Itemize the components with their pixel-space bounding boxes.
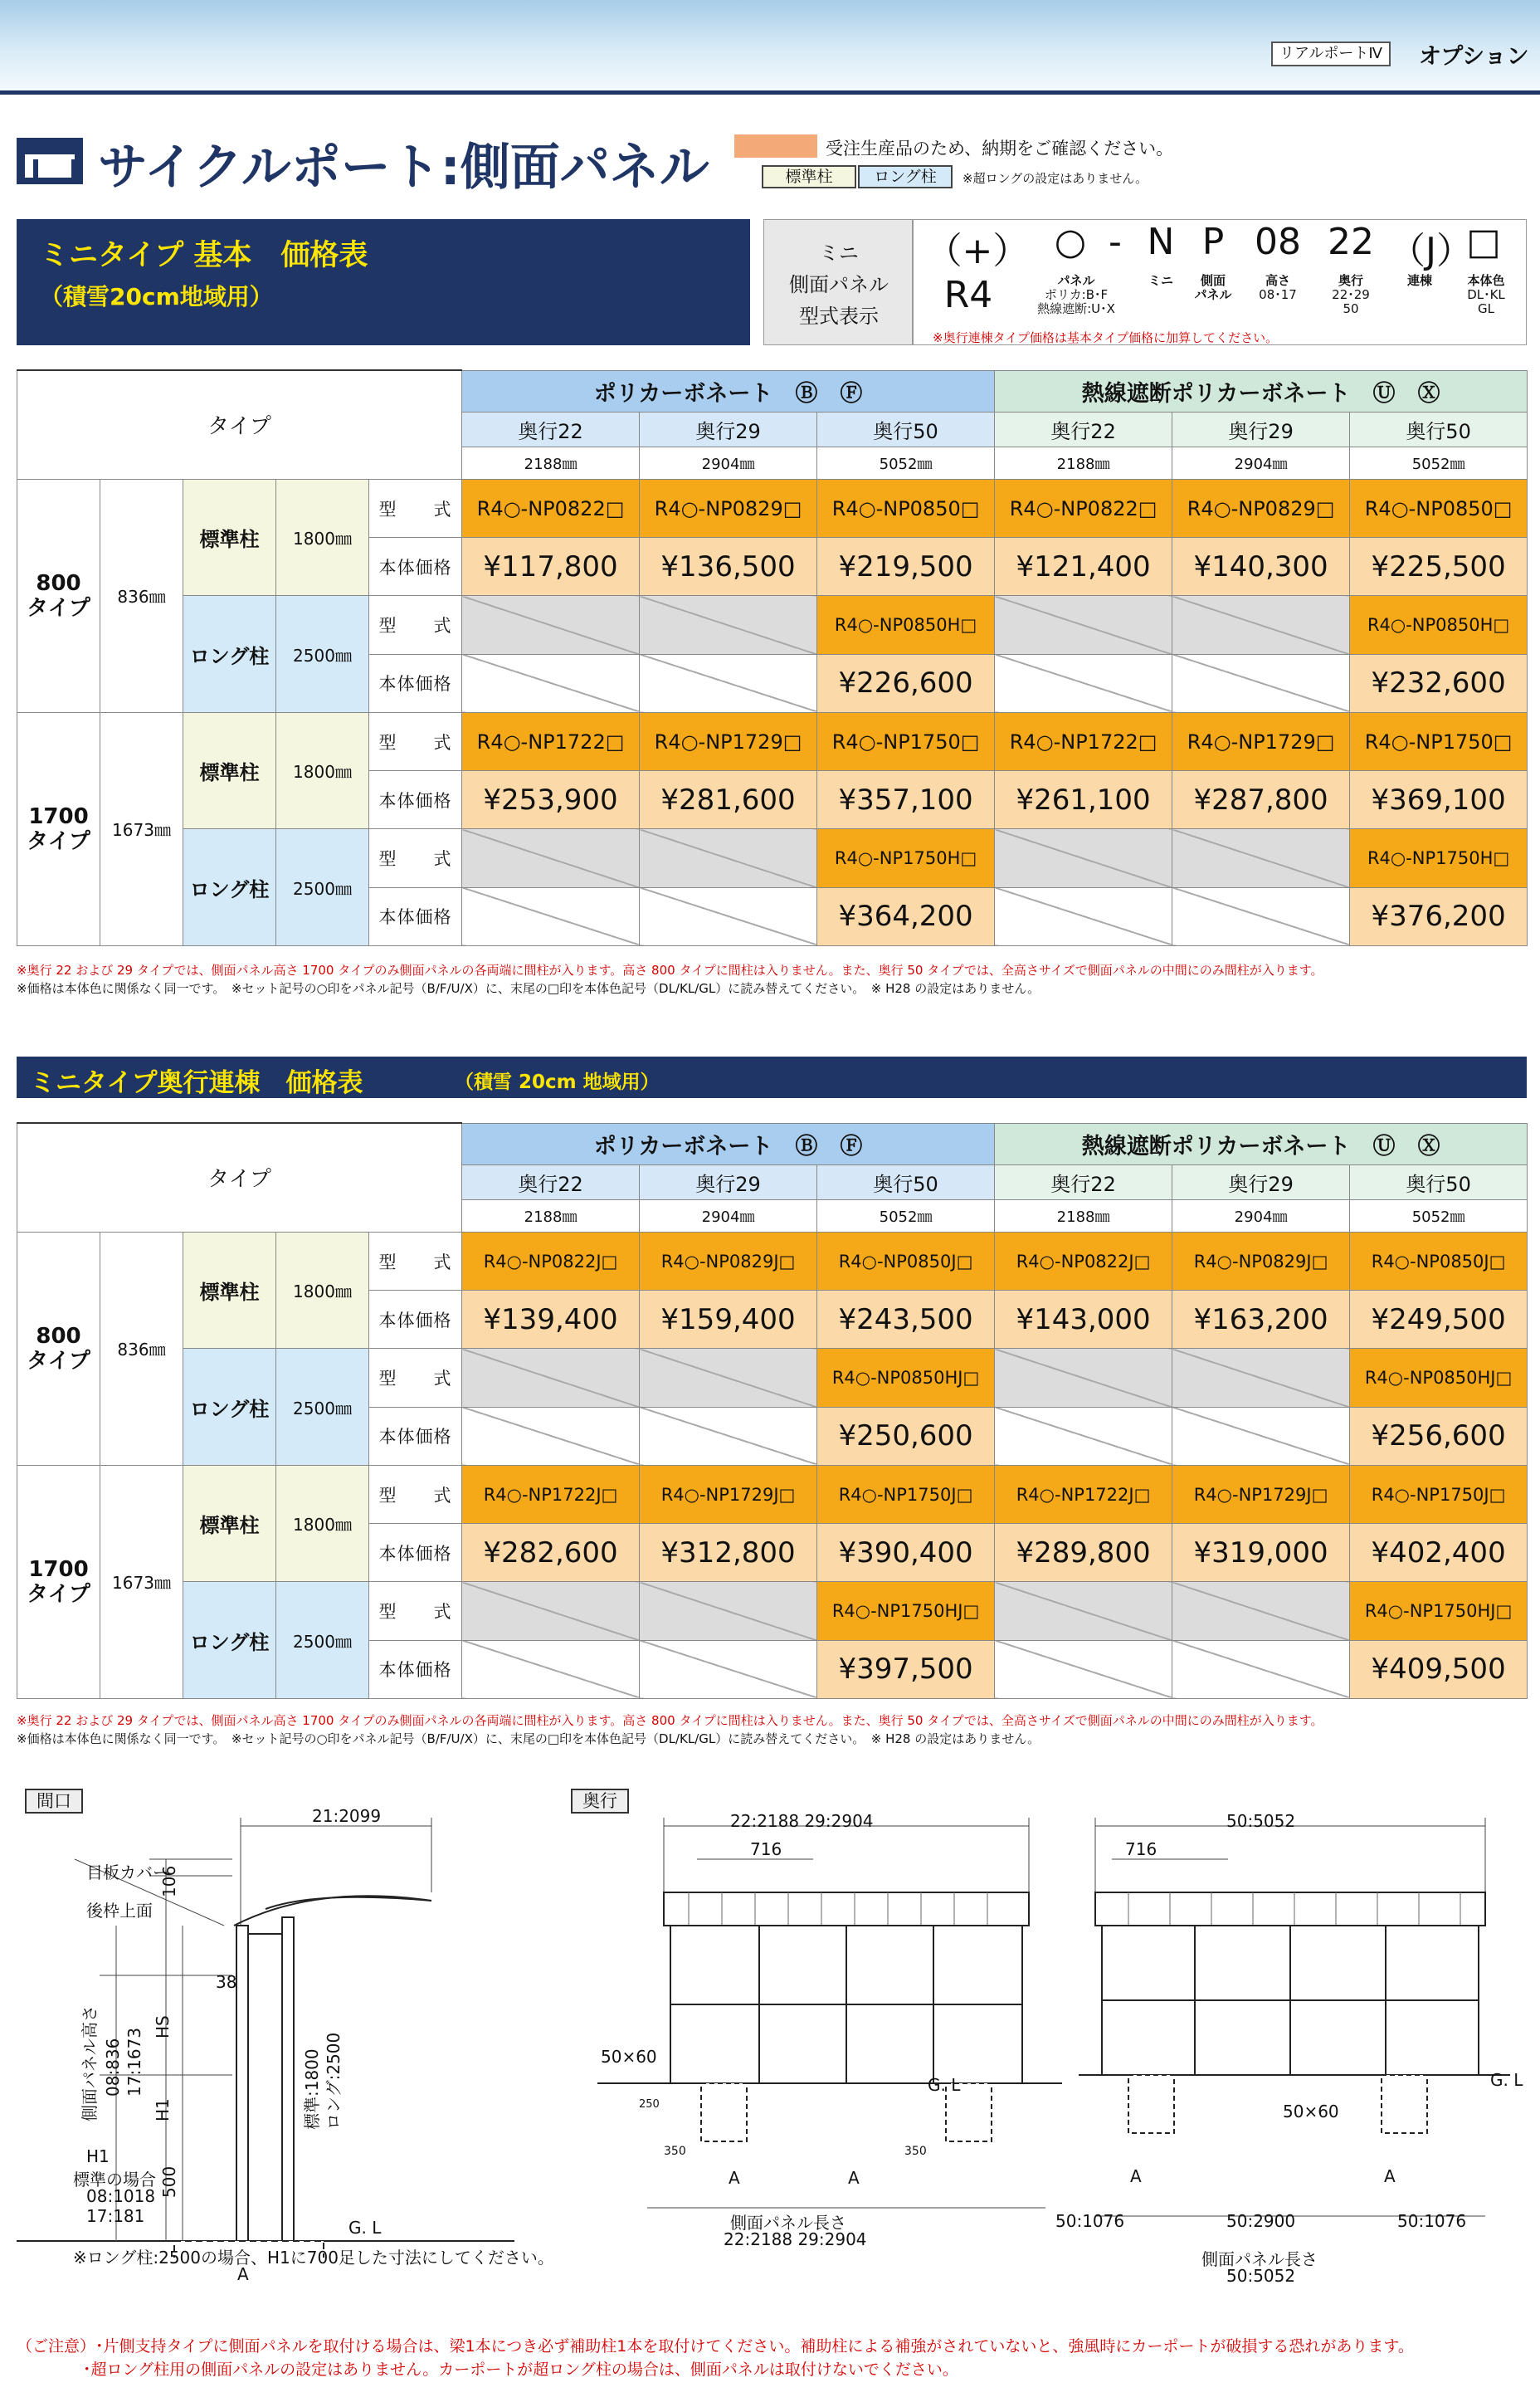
row-label-model: 型 式 [369, 479, 462, 537]
depth-mm: 2188㎜ [462, 447, 640, 479]
model-cell: R4○-NP0850□ [1350, 479, 1528, 537]
depth-b-2: 50:2900 [1226, 2211, 1296, 2231]
empty-cell [462, 654, 640, 712]
type-1700: 1700 タイプ [17, 1465, 100, 1698]
type-800-mm: 836㎜ [100, 1232, 183, 1465]
pillar-long: ロング柱 [183, 1582, 276, 1699]
empty-cell [1172, 1407, 1350, 1465]
empty-cell [995, 887, 1172, 945]
made-to-order-swatch [734, 134, 817, 158]
empty-cell [462, 1640, 640, 1698]
price-cell: ¥159,400 [640, 1291, 817, 1349]
empty-cell [1172, 596, 1350, 654]
fmt-code-mini: N [1147, 221, 1175, 263]
pillar-height: 2500㎜ [276, 1349, 369, 1466]
depth-header: 奥行22 [462, 1164, 640, 1199]
front-gl: G. L [348, 2218, 382, 2238]
empty-cell [640, 1407, 817, 1465]
empty-cell [995, 1582, 1172, 1640]
group-poly: ポリカーボネート Ⓑ Ⓕ [462, 370, 995, 412]
model-cell: R4○-NP1750J□ [817, 1465, 995, 1523]
row-label-price: 本体価格 [369, 1524, 462, 1582]
row-label-model: 型 式 [369, 829, 462, 887]
h1-v2: 17:181 [86, 2206, 145, 2226]
model-cell: R4○-NP0822□ [995, 479, 1172, 537]
depth-250: 250 [639, 2098, 660, 2111]
made-to-order-note: 受注生産品のため、納期をご確認ください。 [826, 139, 1174, 159]
empty-cell [640, 654, 817, 712]
depth-mm: 2904㎜ [1172, 447, 1350, 479]
legend-long: ロング柱 [858, 165, 953, 188]
empty-cell [462, 1407, 640, 1465]
type-800: 800 タイプ [17, 1232, 100, 1465]
model-cell: R4○-NP0850J□ [817, 1232, 995, 1290]
model-cell: R4○-NP0850J□ [1350, 1232, 1528, 1290]
type-1700-mm: 1673㎜ [100, 1465, 183, 1698]
fmt-sub-panel: パネル ポリカ:B･F 熱線遮断:U･X [1037, 273, 1115, 316]
type-800: 800 タイプ [17, 479, 100, 712]
price-cell: ¥232,600 [1350, 654, 1528, 712]
depth-header: 奥行29 [640, 412, 817, 447]
depth-mm: 2188㎜ [995, 1199, 1172, 1232]
model-cell: R4○-NP0850H□ [1350, 596, 1528, 654]
pillar-long-label: ロング:2500 [324, 2032, 344, 2130]
front-a: A [237, 2264, 249, 2284]
model-cell: R4○-NP0829□ [1172, 479, 1350, 537]
empty-cell [462, 887, 640, 945]
row-label-price: 本体価格 [369, 1640, 462, 1698]
model-cell: R4○-NP1722□ [995, 712, 1172, 770]
empty-cell [995, 596, 1172, 654]
empty-cell [462, 829, 640, 887]
empty-cell [1172, 1640, 1350, 1698]
empty-cell [995, 1407, 1172, 1465]
depth-top-1: 22:2188 29:2904 [730, 1811, 874, 1831]
row-label-price: 本体価格 [369, 654, 462, 712]
price-cell: ¥409,500 [1350, 1640, 1528, 1698]
model-cell: R4○-NP1722J□ [995, 1465, 1172, 1523]
type-1700-mm: 1673㎜ [100, 712, 183, 945]
section2-subtitle: （積雪 20cm 地域用） [455, 1072, 660, 1093]
depth-len-title-1: 側面パネル長さ [730, 2213, 846, 2233]
caution-line-1: （ご注意）･片側支持タイプに側面パネルを取付ける場合は、梁1本につき必ず補助柱1本を取付けてください。補助柱による補強がされていないと、強風時にカーポートが破損する恐れがあります。 [17, 2337, 1414, 2356]
h1-v1: 08:1018 [86, 2186, 156, 2206]
model-cell: R4○-NP0850H□ [817, 596, 995, 654]
product-tag: リアルポートⅣ [1271, 41, 1391, 66]
price-cell: ¥163,200 [1172, 1291, 1350, 1349]
model-cell: R4○-NP0829J□ [1172, 1232, 1350, 1290]
row-label-model: 型 式 [369, 1232, 462, 1290]
caution-line-2: ･超ロング柱用の側面パネルの設定はありません。カーポートが超ロング柱の場合は、側面パネルは取付けないでください。 [83, 2361, 958, 2379]
depth-len-title-2: 側面パネル長さ [1201, 2249, 1318, 2269]
table1-note-1: ※奥行 22 および 29 タイプでは、側面パネル高さ 1700 タイプのみ側面パネルの各両端に間柱が入ります。高さ 800 タイプに間柱は入りません。また、奥行 50 タイプでは、全高さサイズで側面パネルの中間にのみ間柱が入ります。 [17, 963, 1323, 978]
row-label-price: 本体価格 [369, 887, 462, 945]
depth-mm: 2188㎜ [995, 447, 1172, 479]
model-cell: R4○-NP1729□ [1172, 712, 1350, 770]
price-cell: ¥261,100 [995, 771, 1172, 829]
model-cell: R4○-NP0829□ [640, 479, 817, 537]
model-cell: R4○-NP0850HJ□ [817, 1349, 995, 1407]
model-cell: R4○-NP1722J□ [462, 1465, 640, 1523]
model-cell: R4○-NP1750□ [817, 712, 995, 770]
depth-a-3: A [1130, 2166, 1142, 2186]
model-cell: R4○-NP1750HJ□ [817, 1582, 995, 1640]
depth-mm: 2904㎜ [1172, 1199, 1350, 1232]
super-long-note: ※超ロングの設定はありません。 [962, 171, 1148, 186]
price-cell: ¥225,500 [1350, 538, 1528, 596]
empty-cell [462, 596, 640, 654]
fmt-sub-side: 側面 パネル [1194, 273, 1232, 302]
depth-gl-2: G. L [1490, 2070, 1523, 2090]
depth-mm: 5052㎜ [817, 1199, 995, 1232]
price-cell: ¥312,800 [640, 1524, 817, 1582]
price-cell: ¥139,400 [462, 1291, 640, 1349]
model-cell: R4○-NP1750H□ [1350, 829, 1528, 887]
pillar-height: 2500㎜ [276, 1582, 369, 1699]
price-cell: ¥390,400 [817, 1524, 995, 1582]
section2-title: ミニタイプ奥行連棟 価格表 [30, 1068, 363, 1098]
depth-header: 奥行50 [817, 412, 995, 447]
side-height-17: 17:1673 [124, 2027, 144, 2097]
depth-a-1: A [729, 2168, 740, 2188]
depth-header: 奥行22 [462, 412, 640, 447]
empty-cell [995, 1349, 1172, 1407]
pillar-height: 1800㎜ [276, 712, 369, 829]
type-header: タイプ [17, 370, 462, 479]
price-cell: ¥117,800 [462, 538, 640, 596]
price-cell: ¥243,500 [817, 1291, 995, 1349]
depth-350-b: 350 [904, 2145, 927, 2158]
price-cell: ¥226,600 [817, 654, 995, 712]
model-cell: R4○-NP0850□ [817, 479, 995, 537]
pillar-long: ロング柱 [183, 1349, 276, 1466]
depth-b-1: 50:1076 [1055, 2211, 1125, 2231]
h1-title: H1 [86, 2146, 110, 2166]
row-label-model: 型 式 [369, 1582, 462, 1640]
pillar-height: 1800㎜ [276, 479, 369, 596]
type-1700: 1700 タイプ [17, 712, 100, 945]
price-cell: ¥136,500 [640, 538, 817, 596]
price-cell: ¥397,500 [817, 1640, 995, 1698]
empty-cell [462, 1582, 640, 1640]
price-cell: ¥376,200 [1350, 887, 1528, 945]
type-800-mm: 836㎜ [100, 479, 183, 712]
cycleport-icon [17, 138, 83, 184]
type-header: タイプ [17, 1123, 462, 1232]
pillar-height: 1800㎜ [276, 1465, 369, 1582]
empty-cell [462, 1349, 640, 1407]
depth-716-b: 716 [1125, 1839, 1157, 1859]
empty-cell [640, 829, 817, 887]
empty-cell [1172, 654, 1350, 712]
row-label-model: 型 式 [369, 712, 462, 770]
empty-cell [1172, 829, 1350, 887]
cover-label: 目板カバー [86, 1863, 169, 1882]
depth-len-value-2: 50:5052 [1226, 2266, 1296, 2286]
section1-subtitle: （積雪20cm地域用） [40, 283, 273, 310]
price-cell: ¥140,300 [1172, 538, 1350, 596]
price-cell: ¥357,100 [817, 771, 995, 829]
price-cell: ¥253,900 [462, 771, 640, 829]
fmt-code-height: 08 [1255, 221, 1301, 263]
empty-cell [640, 1349, 817, 1407]
empty-cell [1172, 1582, 1350, 1640]
depth-header: 奥行50 [817, 1164, 995, 1199]
empty-cell [640, 1582, 817, 1640]
empty-cell [640, 887, 817, 945]
front-width: 21:2099 [312, 1806, 382, 1826]
depth-716-a: 716 [750, 1839, 782, 1859]
depth-diagram-label: 奥行 [571, 1789, 629, 1814]
depth-mm: 5052㎜ [817, 447, 995, 479]
depth-a-4: A [1384, 2166, 1396, 2186]
depth-mm: 2904㎜ [640, 1199, 817, 1232]
depth-mm: 5052㎜ [1350, 1199, 1528, 1232]
model-cell: R4○-NP1750HJ□ [1350, 1582, 1528, 1640]
model-cell: R4○-NP1750□ [1350, 712, 1528, 770]
depth-gl-1: G. L [928, 2075, 961, 2095]
model-cell: R4○-NP1729J□ [1172, 1465, 1350, 1523]
model-cell: R4○-NP0822J□ [462, 1232, 640, 1290]
fmt-code-dash: - [1109, 221, 1122, 263]
depth-top-2: 50:5052 [1226, 1811, 1296, 1831]
depth-mm: 2188㎜ [462, 1199, 640, 1232]
model-format-label: ミニ 側面パネル 型式表示 [763, 219, 913, 345]
empty-cell [995, 654, 1172, 712]
fmt-code-depth: 22 [1328, 221, 1374, 263]
pillar-standard: 標準柱 [183, 1465, 276, 1582]
price-cell: ¥281,600 [640, 771, 817, 829]
price-cell: ¥402,400 [1350, 1524, 1528, 1582]
pillar-height: 2500㎜ [276, 829, 369, 946]
depth-mm: 2904㎜ [640, 447, 817, 479]
price-cell: ¥364,200 [817, 887, 995, 945]
fmt-sub-depth: 奥行 22･29 50 [1332, 273, 1370, 316]
fmt-sub-join: 連棟 [1406, 273, 1432, 288]
row-label-price: 本体価格 [369, 771, 462, 829]
empty-cell [995, 829, 1172, 887]
pillar-long: ロング柱 [183, 596, 276, 713]
price-cell: ¥249,500 [1350, 1291, 1528, 1349]
group-heat: 熱線遮断ポリカーボネート Ⓤ Ⓧ [995, 1123, 1528, 1164]
empty-cell [640, 596, 817, 654]
depth-sec-2: 50×60 [1283, 2102, 1339, 2121]
model-cell: R4○-NP0829J□ [640, 1232, 817, 1290]
depth-mm: 5052㎜ [1350, 447, 1528, 479]
group-heat: 熱線遮断ポリカーボネート Ⓤ Ⓧ [995, 370, 1528, 412]
fmt-note: ※奥行連棟タイプ価格は基本タイプ価格に加算してください。 [933, 330, 1279, 345]
row-label-price: 本体価格 [369, 1407, 462, 1465]
depth-a-2: A [848, 2168, 860, 2188]
price-cell: ¥143,000 [995, 1291, 1172, 1349]
row-label-model: 型 式 [369, 1465, 462, 1523]
empty-cell [1172, 887, 1350, 945]
row-label-price: 本体価格 [369, 538, 462, 596]
side-height-08: 08:836 [103, 2038, 123, 2097]
model-cell: R4○-NP1750J□ [1350, 1465, 1528, 1523]
legend-standard: 標準柱 [762, 165, 856, 188]
pillar-height: 2500㎜ [276, 596, 369, 713]
price-table-basic [17, 369, 1528, 946]
empty-cell [640, 1640, 817, 1698]
fmt-code-prefix: （+）R4 [925, 230, 1011, 316]
pillar-standard: 標準柱 [183, 479, 276, 596]
model-cell: R4○-NP1750H□ [817, 829, 995, 887]
model-cell: R4○-NP0822□ [462, 479, 640, 537]
dim-106: 106 [159, 1865, 179, 1897]
depth-b-3: 50:1076 [1397, 2211, 1467, 2231]
fmt-sub-height: 高さ 08･17 [1259, 273, 1297, 302]
model-cell: R4○-NP0822J□ [995, 1232, 1172, 1290]
dim-500: 500 [159, 2165, 179, 2198]
depth-header: 奥行50 [1350, 1164, 1528, 1199]
page-title: サイクルポート:側面パネル [98, 139, 709, 197]
price-cell: ¥319,000 [1172, 1524, 1350, 1582]
price-cell: ¥287,800 [1172, 771, 1350, 829]
fmt-code-join: （J） [1389, 230, 1473, 272]
depth-header: 奥行50 [1350, 412, 1528, 447]
price-table-joined [17, 1122, 1528, 1699]
table2-note-1: ※奥行 22 および 29 タイプでは、側面パネル高さ 1700 タイプのみ側面パネルの各両端に間柱が入ります。高さ 800 タイプに間柱は入りません。また、奥行 50 タイプでは、全高さサイズで側面パネルの中間にのみ間柱が入ります。 [17, 1713, 1323, 1728]
depth-350-a: 350 [664, 2145, 686, 2158]
pillar-long: ロング柱 [183, 829, 276, 946]
table1-note-2: ※価格は本体色に関係なく同一です。 ※セット記号の○印をパネル記号（B/F/U/X）に、末尾の□印を本体色記号（DL/KL/GL）に読み替えてください。 ※ H28 の設定はありません。 [17, 981, 1040, 996]
depth-len-values-1: 22:2188 29:2904 [724, 2229, 867, 2249]
row-label-model: 型 式 [369, 1349, 462, 1407]
fmt-sub-mini: ミニ [1148, 273, 1173, 288]
section1-title: ミニタイプ 基本 価格表 [40, 239, 368, 272]
side-height-label: 側面パネル高さ [80, 2005, 100, 2121]
fmt-code-color: □ [1466, 221, 1501, 263]
front-diagram-label: 間口 [25, 1789, 83, 1814]
group-poly: ポリカーボネート Ⓑ Ⓕ [462, 1123, 995, 1164]
table2-note-2: ※価格は本体色に関係なく同一です。 ※セット記号の○印をパネル記号（B/F/U/X）に、末尾の□印を本体色記号（DL/KL/GL）に読み替えてください。 ※ H28 の設定はありません。 [17, 1731, 1040, 1746]
row-label-model: 型 式 [369, 596, 462, 654]
depth-header: 奥行22 [995, 412, 1172, 447]
model-cell: R4○-NP0850HJ□ [1350, 1349, 1528, 1407]
dim-hs: HS [153, 2015, 173, 2038]
pillar-std-label: 標準:1800 [302, 2048, 322, 2130]
price-cell: ¥289,800 [995, 1524, 1172, 1582]
depth-sec-1: 50×60 [601, 2047, 657, 2067]
fmt-sub-color: 本体色 DL･KL GL [1467, 273, 1505, 316]
empty-cell [995, 1640, 1172, 1698]
empty-cell [1172, 1349, 1350, 1407]
dim-38: 38 [216, 1972, 237, 1992]
price-cell: ¥369,100 [1350, 771, 1528, 829]
pillar-standard: 標準柱 [183, 712, 276, 829]
fmt-code-side: P [1201, 221, 1225, 263]
pillar-height: 1800㎜ [276, 1232, 369, 1349]
price-cell: ¥250,600 [817, 1407, 995, 1465]
depth-header: 奥行22 [995, 1164, 1172, 1199]
model-cell: R4○-NP1722□ [462, 712, 640, 770]
dim-h1: H1 [153, 2098, 173, 2121]
price-cell: ¥219,500 [817, 538, 995, 596]
rear-frame-label: 後枠上面 [86, 1901, 153, 1921]
price-cell: ¥121,400 [995, 538, 1172, 596]
row-label-price: 本体価格 [369, 1291, 462, 1349]
price-cell: ¥256,600 [1350, 1407, 1528, 1465]
section-label: オプション [1419, 44, 1529, 70]
depth-header: 奥行29 [1172, 412, 1350, 447]
price-cell: ¥282,600 [462, 1524, 640, 1582]
depth-header: 奥行29 [1172, 1164, 1350, 1199]
long-pillar-note: ※ロング柱:2500の場合、H1に700足した寸法にしてください。 [73, 2248, 554, 2268]
pillar-standard: 標準柱 [183, 1232, 276, 1349]
model-cell: R4○-NP1729J□ [640, 1465, 817, 1523]
model-cell: R4○-NP1729□ [640, 712, 817, 770]
depth-header: 奥行29 [640, 1164, 817, 1199]
h1-std: 標準の場合 [73, 2170, 156, 2190]
fmt-code-panel: ○ [1054, 221, 1087, 263]
